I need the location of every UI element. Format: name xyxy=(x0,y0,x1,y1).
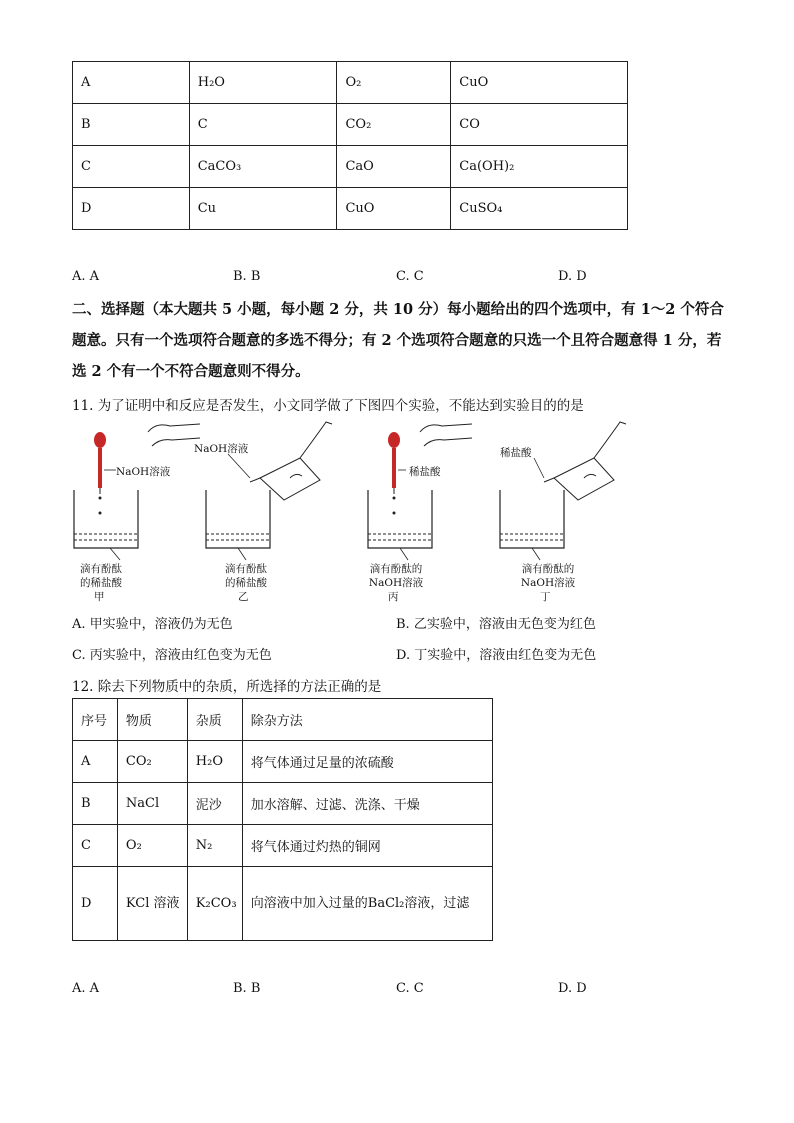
figure-caption xyxy=(66,562,136,604)
beaker-icon xyxy=(368,490,432,560)
figure-caption xyxy=(508,562,588,604)
reagent-label: 稀盐酸 xyxy=(500,447,532,459)
figure-name: 丁 xyxy=(540,591,551,603)
table-cell: D xyxy=(73,188,190,230)
table-cell: 向溶液中加入过量的BaCl₂溶液，过滤 xyxy=(242,867,492,941)
table-row xyxy=(73,867,493,941)
beaker-icon xyxy=(206,490,270,560)
bottle-icon xyxy=(534,422,626,500)
table-cell: Cu xyxy=(189,188,337,230)
beaker-icon xyxy=(500,490,564,560)
option-b[interactable]: B. B xyxy=(233,269,261,284)
figure-caption xyxy=(206,562,286,604)
question-stem: 12. 除去下列物质中的杂质，所选择的方法正确的是 xyxy=(72,679,382,695)
table-cell: NaCl xyxy=(117,783,187,825)
dropper-icon xyxy=(388,424,472,494)
table-header-row xyxy=(73,699,493,741)
figure-name: 乙 xyxy=(238,591,249,603)
caption-line: 滴有酚酞的 xyxy=(521,563,575,575)
table-cell: H₂O xyxy=(189,62,337,104)
column-header: 杂质 xyxy=(187,699,242,741)
table-cell: 将气体通过灼热的铜网 xyxy=(242,825,492,867)
caption-line: NaOH溶液 xyxy=(520,577,576,589)
section-heading: 二、选择题（本大题共 5 小题，每小题 2 分，共 10 分）每小题给出的四个选项中，有 1～2 个符合题意。只有一个选项符合题意的多选不得分；有 2 个选项符合题意的只选一个且符合题意得 1 分，若选 2 个有一个不符合题意则不得分。 xyxy=(72,301,724,380)
answer-table-q10 xyxy=(72,61,628,230)
table-row xyxy=(73,146,628,188)
impurity-table xyxy=(72,698,493,941)
option-a[interactable]: A. A xyxy=(72,269,100,284)
table-cell: CaCO₃ xyxy=(189,146,337,188)
caption-line: 的稀盐酸 xyxy=(225,577,267,589)
dropper-icon xyxy=(94,424,200,494)
table-cell: O₂ xyxy=(117,825,187,867)
table-cell: O₂ xyxy=(337,62,451,104)
table-cell: N₂ xyxy=(187,825,242,867)
table-cell: C xyxy=(189,104,337,146)
figure-name: 甲 xyxy=(94,591,105,603)
option-d[interactable]: D. D xyxy=(558,269,587,284)
option-d[interactable]: D. 丁实验中，溶液由红色变为无色 xyxy=(396,648,597,663)
table-cell: CO₂ xyxy=(337,104,451,146)
table-cell: K₂CO₃ xyxy=(187,867,242,941)
option-d[interactable]: D. D xyxy=(558,981,587,996)
table-cell: CuSO₄ xyxy=(451,188,628,230)
table-cell: H₂O xyxy=(187,741,242,783)
option-a[interactable]: A. A xyxy=(72,981,100,996)
table-cell: CO xyxy=(451,104,628,146)
column-header: 序号 xyxy=(73,699,118,741)
caption-line: 滴有酚酞 xyxy=(225,563,267,575)
table-cell: D xyxy=(73,867,118,941)
table-cell: A xyxy=(73,62,190,104)
table-cell: CuO xyxy=(451,62,628,104)
table-cell: KCl 溶液 xyxy=(117,867,187,941)
caption-line: 滴有酚酞的 xyxy=(369,563,423,575)
bottle-icon xyxy=(228,422,332,500)
caption-line: 滴有酚酞 xyxy=(80,563,122,575)
beaker-icon xyxy=(74,490,138,560)
table-cell: CO₂ xyxy=(117,741,187,783)
table-cell: 泥沙 xyxy=(187,783,242,825)
table-cell: CaO xyxy=(337,146,451,188)
table-cell: 将气体通过足量的浓硫酸 xyxy=(242,741,492,783)
table-row xyxy=(73,825,493,867)
option-c[interactable]: C. 丙实验中，溶液由红色变为无色 xyxy=(72,648,272,663)
column-header: 物质 xyxy=(117,699,187,741)
reagent-label: 稀盐酸 xyxy=(409,466,441,478)
option-a[interactable]: A. 甲实验中，溶液仍为无色 xyxy=(72,617,233,632)
table-cell: 加水溶解、过滤、洗涤、干燥 xyxy=(242,783,492,825)
table-cell: C xyxy=(73,825,118,867)
figure-name: 丙 xyxy=(388,591,399,603)
table-row xyxy=(73,104,628,146)
option-c[interactable]: C. C xyxy=(396,981,424,996)
table-cell: B xyxy=(73,104,190,146)
table-cell: C xyxy=(73,146,190,188)
column-header: 除杂方法 xyxy=(242,699,492,741)
figure-caption xyxy=(356,562,436,604)
table-row xyxy=(73,741,493,783)
table-cell: CuO xyxy=(337,188,451,230)
table-row xyxy=(73,62,628,104)
table-cell: B xyxy=(73,783,118,825)
caption-line: NaOH溶液 xyxy=(368,577,424,589)
table-row xyxy=(73,188,628,230)
option-b[interactable]: B. 乙实验中，溶液由无色变为红色 xyxy=(396,617,596,632)
caption-line: 的稀盐酸 xyxy=(80,577,122,589)
reagent-label: NaOH溶液 xyxy=(116,466,171,478)
table-cell: Ca(OH)₂ xyxy=(451,146,628,188)
table-row xyxy=(73,783,493,825)
table-cell: A xyxy=(73,741,118,783)
reagent-label: NaOH溶液 xyxy=(194,443,249,455)
question-stem: 11. 为了证明中和反应是否发生，小文同学做了下图四个实验，不能达到实验目的的是 xyxy=(72,398,584,414)
option-b[interactable]: B. B xyxy=(233,981,261,996)
option-c[interactable]: C. C xyxy=(396,269,424,284)
